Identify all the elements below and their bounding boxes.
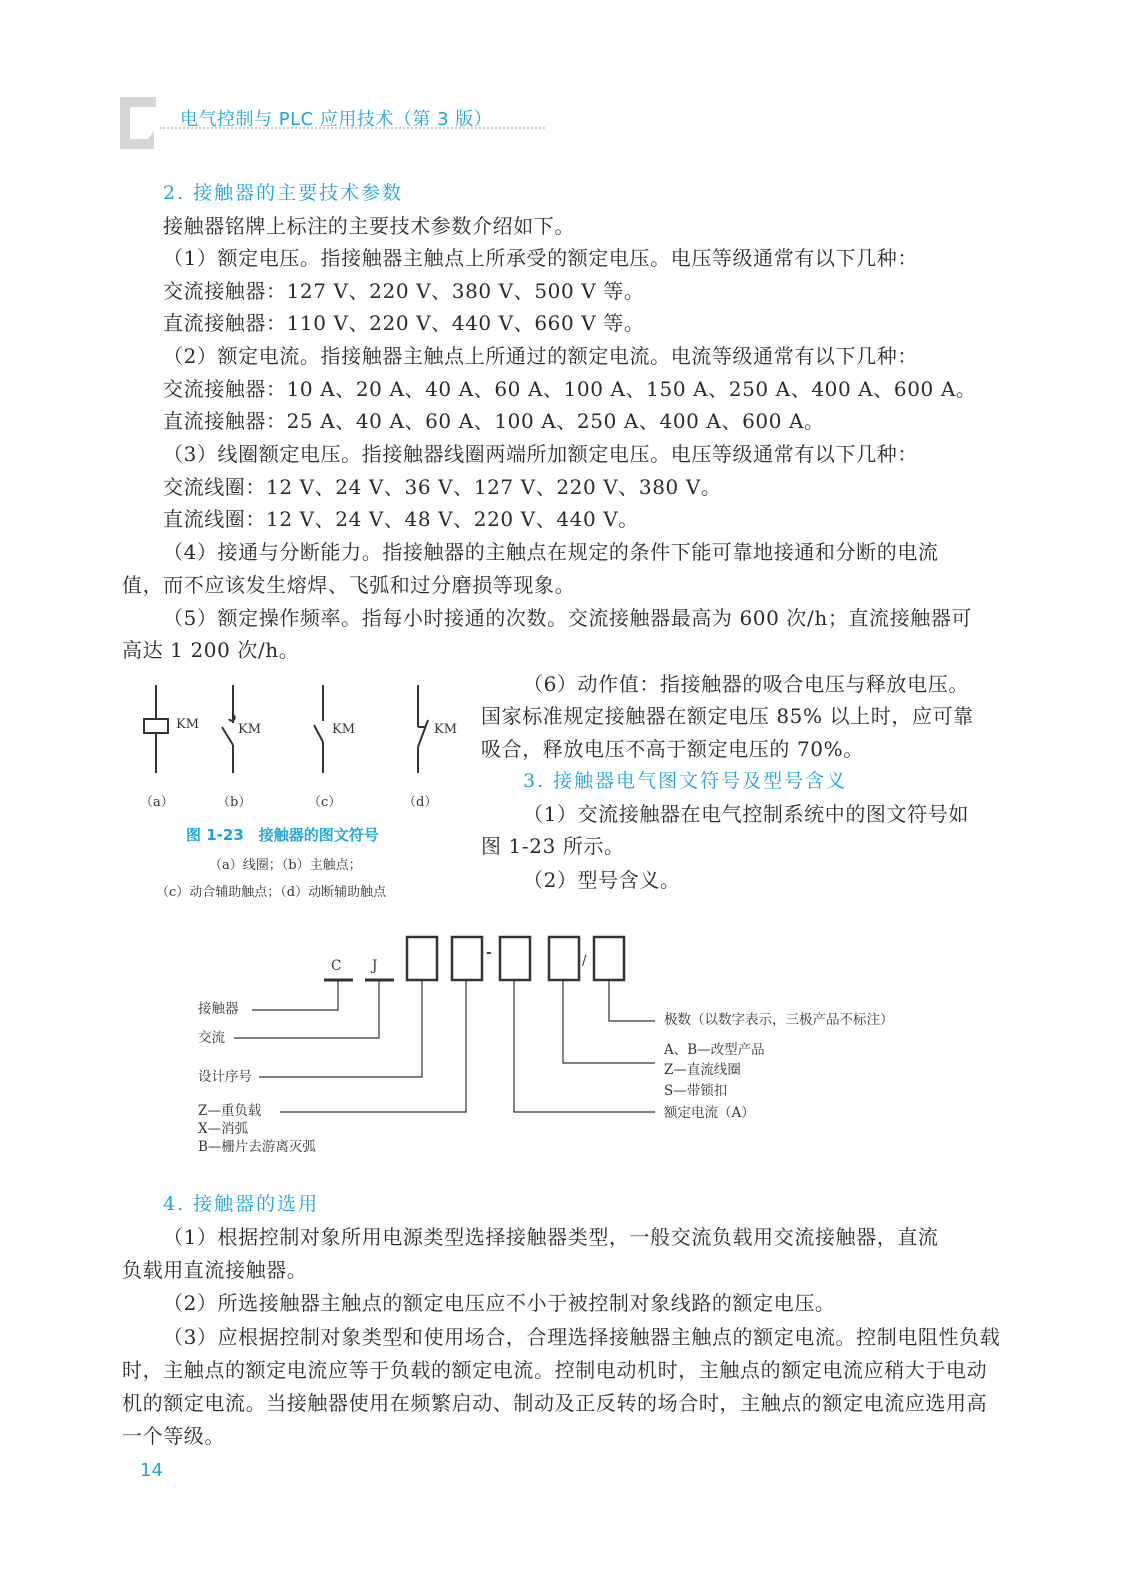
param-3-dc: 直流线圈：12 V、24 V、48 V、220 V、440 V。 xyxy=(163,507,639,531)
param-3-coil-voltage: （3）线圈额定电压。指接触器线圈两端所加额定电压。电压等级通常有以下几种： xyxy=(163,442,918,466)
symbol-label-c: KM xyxy=(332,722,356,737)
section-4-heading: 4. 接触器的选用 xyxy=(163,1193,320,1215)
param-4-line-2: 值，而不应该发生熔焊、飞弧和过分磨损等现象。 xyxy=(122,573,576,597)
panel-label-d: （d） xyxy=(403,795,438,810)
param-3-ac: 交流线圈：12 V、24 V、36 V、127 V、220 V、380 V。 xyxy=(163,475,722,499)
param-6-line-2: 国家标准规定接触器在额定电压 85% 以上时，应可靠 xyxy=(481,704,974,728)
model-slash: / xyxy=(582,953,587,969)
section-4-p3-line-1: （3）应根据控制对象类型和使用场合，合理选择接触器主触点的额定电流。控制电阻性负载 xyxy=(163,1325,1001,1349)
param-5-line-1: （5）额定操作频率。指每小时接通的次数。交流接触器最高为 600 次/h；直流接触器可 xyxy=(163,606,973,630)
panel-label-a: （a） xyxy=(140,795,174,810)
box-feature xyxy=(452,937,482,980)
param-6-line-3: 吸合，释放电压不高于额定电压的 70%。 xyxy=(481,737,864,761)
symbol-label-b: KM xyxy=(238,722,262,737)
label-x-arc: X—消弧 xyxy=(198,1121,249,1137)
param-2-rated-current: （2）额定电流。指接触器主触点上所通过的额定电流。电流等级通常有以下几种： xyxy=(163,344,918,368)
figure-caption: 图 1-23 接触器的图文符号 xyxy=(186,826,379,844)
section-3-p1-line-1: （1）交流接触器在电气控制系统中的图文符号如 xyxy=(523,802,969,826)
param-1-rated-voltage: （1）额定电压。指接触器主触点上所承受的额定电压。电压等级通常有以下几种： xyxy=(163,246,918,270)
section-4-p3-line-4: 一个等级。 xyxy=(122,1424,225,1448)
label-z-dc-coil: Z—直流线圈 xyxy=(664,1062,741,1078)
figure-subcaption-1: （a）线圈；（b）主触点； xyxy=(209,858,362,873)
label-poles: 极数（以数字表示，三极产品不标注） xyxy=(664,1012,894,1028)
section-4-p3-line-3: 机的额定电流。当接触器使用在频繁启动、制动及正反转的场合时，主触点的额定电流应选用高 xyxy=(122,1391,988,1415)
box-coil xyxy=(549,937,579,980)
label-s-latch: S—带锁扣 xyxy=(664,1083,728,1099)
label-design-no: 设计序号 xyxy=(198,1069,252,1085)
section-2-heading: 2. 接触器的主要技术参数 xyxy=(163,182,404,204)
figure-subcaption-2: （c）动合辅助触点；（d）动断辅助触点 xyxy=(156,885,387,900)
label-rated-current: 额定电流（A） xyxy=(664,1105,755,1121)
param-2-ac: 交流接触器：10 A、20 A、40 A、60 A、100 A、150 A、250 A、400 A、600 A。 xyxy=(163,377,977,401)
section-3-p1-line-2: 图 1-23 所示。 xyxy=(481,834,625,858)
model-letter-j: J xyxy=(372,958,378,974)
model-letter-c: C xyxy=(331,958,342,974)
page-number: 14 xyxy=(140,1460,163,1481)
section-4-p2: （2）所选接触器主触点的额定电压应不小于被控制对象线路的额定电压。 xyxy=(163,1291,836,1315)
model-dash: - xyxy=(486,945,492,961)
symbol-label-a: KM xyxy=(176,717,200,732)
symbol-label-d: KM xyxy=(434,722,458,737)
section-4-p1-line-2: 负载用直流接触器。 xyxy=(122,1258,308,1282)
book-title: 电气控制与 PLC 应用技术（第 3 版） xyxy=(180,109,493,130)
section-3-heading: 3. 接触器电气图文符号及型号含义 xyxy=(523,770,848,792)
section-4-p1-line-1: （1）根据控制对象所用电源类型选择接触器类型，一般交流负载用交流接触器，直流 xyxy=(163,1225,939,1249)
section-2-intro: 接触器铭牌上标注的主要技术参数介绍如下。 xyxy=(163,214,575,238)
section-4-p3-line-2: 时，主触点的额定电流应等于负载的额定电流。控制电动机时，主触点的额定电流应稍大于电动 xyxy=(122,1358,988,1382)
param-4-line-1: （4）接通与分断能力。指接触器的主触点在规定的条件下能可靠地接通和分断的电流 xyxy=(163,540,939,564)
box-poles xyxy=(594,937,624,980)
param-1-dc: 直流接触器：110 V、220 V、440 V、660 V 等。 xyxy=(163,311,645,335)
label-b-grid: B—栅片去游离灭弧 xyxy=(198,1139,316,1155)
label-ab-modified: A、B—改型产品 xyxy=(664,1042,765,1058)
box-design-no xyxy=(407,937,437,980)
panel-label-b: （b） xyxy=(217,795,252,810)
label-ac: 交流 xyxy=(198,1030,225,1046)
panel-label-c: （c） xyxy=(308,795,342,810)
section-3-p2: （2）型号含义。 xyxy=(523,868,681,892)
label-z-heavy-load: Z—重负载 xyxy=(198,1103,262,1119)
label-contactor: 接触器 xyxy=(198,1001,239,1017)
param-2-dc: 直流接触器：25 A、40 A、60 A、100 A、250 A、400 A、600 A。 xyxy=(163,409,825,433)
param-1-ac: 交流接触器：127 V、220 V、380 V、500 V 等。 xyxy=(163,279,645,303)
box-rated-current xyxy=(500,937,530,980)
param-6-line-1: （6）动作值：指接触器的吸合电压与释放电压。 xyxy=(523,672,969,696)
param-5-line-2: 高达 1 200 次/h。 xyxy=(122,638,300,662)
